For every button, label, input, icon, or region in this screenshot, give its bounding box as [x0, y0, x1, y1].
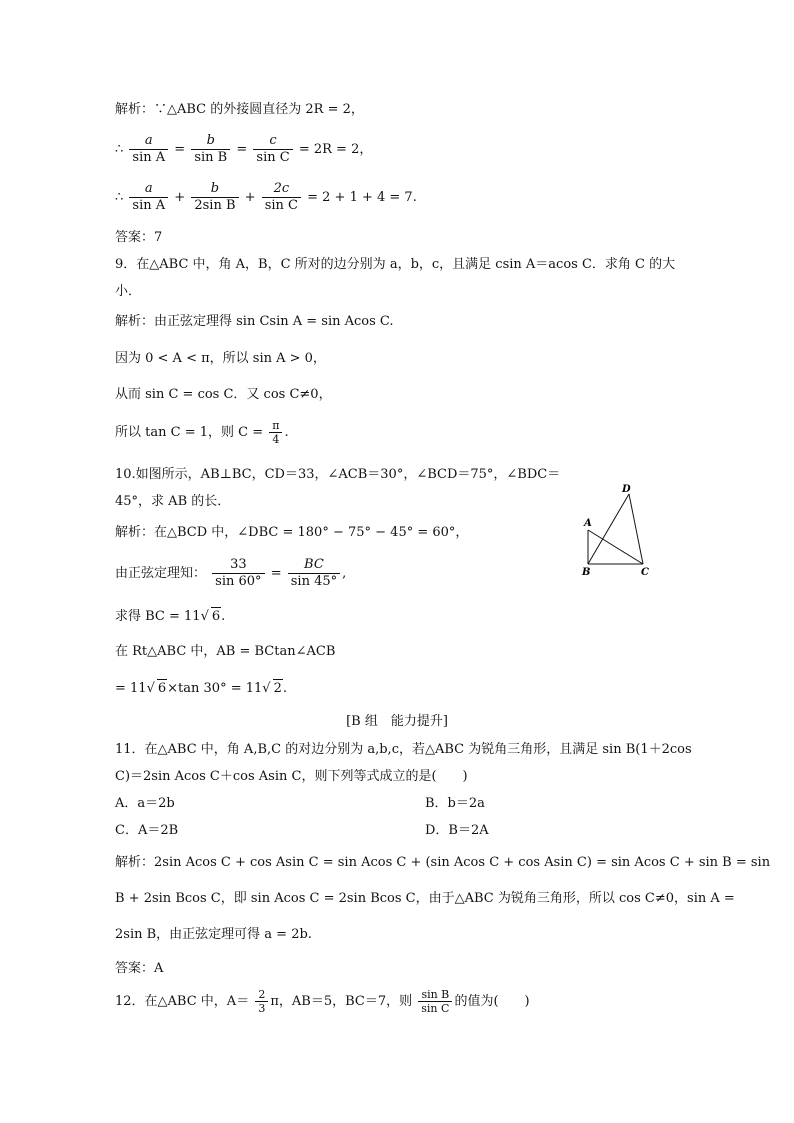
analysis-9: 解析：由正弦定理得 sin Csin A = sin Acos C. [115, 314, 394, 329]
answer-8: 答案：7 [115, 230, 163, 245]
fraction: $\frac{b}{\text{sin B}}$ [191, 133, 230, 166]
option-a[interactable]: A．a＝2b [115, 796, 175, 811]
line-ratio-2R: ∴ $\frac{a}{\text{sin A}}$ = $\frac{b}{\text{sin B}}$ = $\frac{c}{\text{sin C}}$ = 2R = 2， [115, 133, 373, 165]
fraction: $\frac{c}{\text{sin C}}$ [253, 133, 292, 166]
analysis-9-line3: 从而 sin C = cos C．又 cos C≠0， [115, 387, 332, 402]
question-9: 9．在△ABC 中，角 A，B，C 所对的边分别为 a，b，c，且满足 csin A＝acos C．求角 C 的大 [115, 257, 676, 272]
label-d: D [622, 484, 631, 495]
option-b[interactable]: B．b＝2a [425, 796, 485, 811]
fraction: $\frac{\text{sin B}}{\text{sin C}}$ [418, 988, 452, 1015]
fraction: $\frac{a}{\text{sin A}}$ [129, 133, 168, 166]
option-c[interactable]: C．A＝2B [115, 823, 179, 838]
line-sum-result: ∴ $\frac{a}{\text{sin A}}$ + $\frac{b}{\text{2sin B}}$ + $\frac{2c}{\text{sin C}}$ = 2 + 1 + 4 = 7. [115, 181, 417, 213]
segment-cd [629, 494, 643, 564]
fraction: $\frac{33}{\sin 60^\circ}$ [212, 557, 264, 590]
question-9-cont: 小． [115, 284, 142, 299]
fraction: $\frac{\pi}{4}$ [269, 419, 282, 446]
analysis-10-result: = 11√ 6×tan 30° = 11√ 2. [115, 681, 287, 696]
line-analysis-circumcircle: 解析：∵△ABC 的外接圆直径为 2R = 2， [115, 102, 364, 117]
question-11-cont: C)＝2sin Acos C＋cos Asin C，则下列等式成立的是( ) [115, 769, 468, 784]
analysis-10-sine-law: 由正弦定理知： $\frac{33}{\sin 60^\circ}$ = $\frac{BC}{\sin 45^\circ}$ , [115, 557, 347, 589]
question-12: 12．在△ABC 中，A＝ $\frac{2}{3}$ π，AB＝5，BC＝7，则 $\frac{\text{sin B}}{\text{sin C}}$ 的值为( ) [115, 988, 530, 1015]
segment-bd [588, 494, 629, 564]
analysis-9-line4: 所以 tan C = 1，则 C = $\frac{\pi}{4}$ . [115, 419, 289, 446]
fraction: $\frac{b}{\text{2sin B}}$ [191, 181, 238, 214]
analysis-11-line3: 2sin B，由正弦定理可得 a = 2b. [115, 927, 312, 942]
question-11: 11．在△ABC 中，角 A,B,C 的对边分别为 a,b,c，若△ABC 为锐角三角形，且满足 sin B(1＋2cos [115, 742, 692, 757]
analysis-10-rt: 在 Rt△ABC 中，AB = BCtan∠ACB [115, 644, 336, 659]
label-b: B [582, 567, 591, 578]
section-heading-b: [B 组 能力提升] [346, 714, 448, 729]
answer-11: 答案：A [115, 961, 164, 976]
fraction: $\frac{a}{\text{sin A}}$ [129, 181, 168, 214]
analysis-10: 解析：在△BCD 中，∠DBC = 180° − 75° − 45° = 60°， [115, 525, 469, 540]
label-a: A [584, 518, 592, 529]
question-10-cont: 45°，求 AB 的长． [115, 494, 231, 509]
analysis-11: 解析：2sin Acos C + cos Asin C = sin Acos C + (sin Acos C + cos Asin C) = sin Acos C + sin B = sin [115, 855, 771, 870]
fraction: $\frac{2c}{\text{sin C}}$ [262, 181, 301, 214]
fraction: $\frac{BC}{\sin 45^\circ}$ [288, 557, 340, 590]
analysis-9-line2: 因为 0 < A < π，所以 sin A > 0， [115, 351, 326, 366]
segment-ac [588, 530, 643, 564]
analysis-11-line2: B + 2sin Bcos C，即 sin Acos C = 2sin Bcos C，由于△ABC 为锐角三角形，所以 cos C≠0，sin A = [115, 891, 735, 906]
fraction: $\frac{2}{3}$ [255, 988, 268, 1015]
analysis-10-bc: 求得 BC = 11√ 6. [115, 609, 226, 624]
triangle-figure [576, 482, 656, 582]
option-d[interactable]: D．B＝2A [425, 823, 489, 838]
question-10: 10.如图所示，AB⊥BC，CD＝33，∠ACB＝30°，∠BCD＝75°，∠BDC＝ [115, 467, 561, 482]
label-c: C [641, 567, 649, 578]
